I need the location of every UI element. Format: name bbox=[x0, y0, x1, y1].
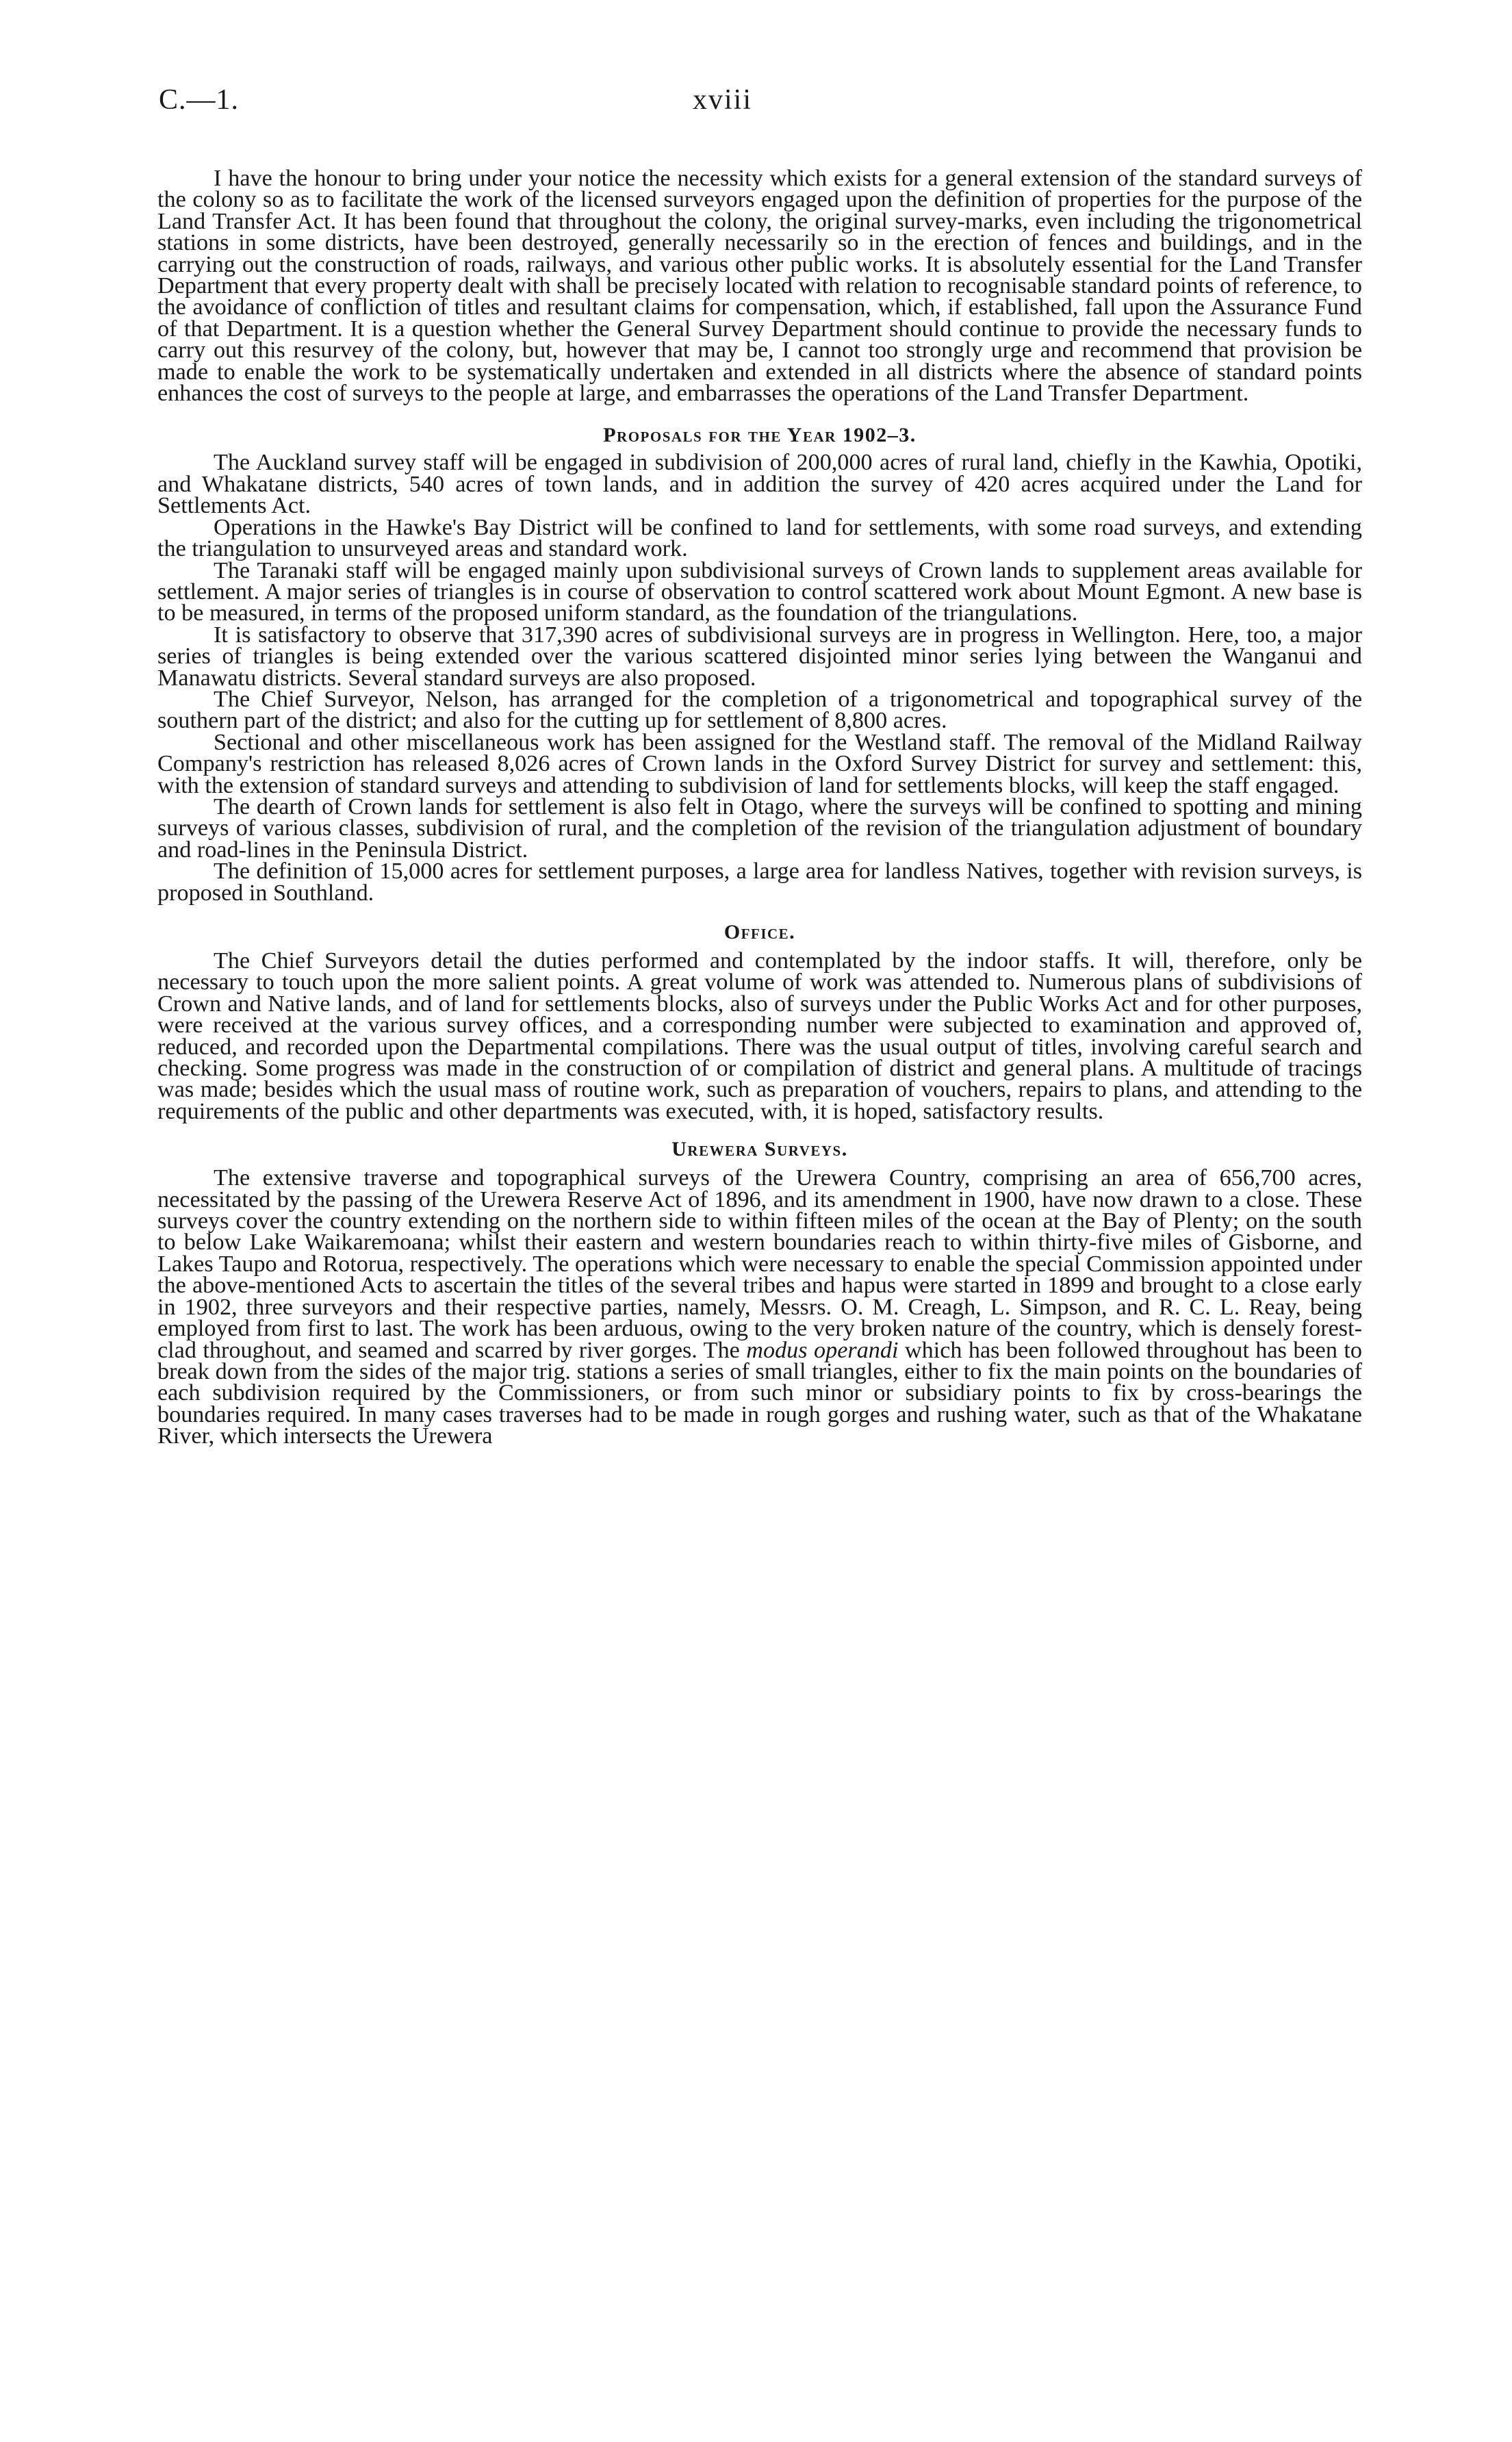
section-heading-proposals: Proposals for the Year 1902–3. bbox=[603, 424, 917, 447]
page-number: xviii bbox=[693, 84, 753, 116]
paragraph-urewera: The extensive traverse and topographical surveys of the Urewera Country, comprising an area of 656,700 acres, necessitated by the passing of the Urewera Reserve Act of 1896, and its amendment in 1900, have now drawn to a close. These surveys cover the country extending on the northern side to within fifteen miles of the ocean at the Bay of Plenty; on the south to below Lake Waikaremoana; whilst their eastern and western boundaries reach to within thirty-five miles of Gisborne, and Lakes Taupo and Rotorua, respectively. The operations which were necessary to enable the special Commission appointed under the above-mentioned Acts to ascertain the titles of the several tribes and hapus were started in 1899 and brought to a close early in 1902, three surveyors and their respective parties, namely, Messrs. O. M. Creagh, L. Simpson, and R. C. L. Reay, being employed from first to last. The work has been arduous, owing to the very broken nature of the country, which is densely forest-clad throughout, and seamed and scarred by river gorges. The modus operandi which has been followed throughout has been to break down from the sides of the major trig. stations a series of small triangles, either to fix the main points on the boundaries of each subdivision required by the Commissioners, or from such minor or subsidiary points to fix by cross-bearings the boundaries required. In many cases traverses had to be made in rough gorges and rushing water, such as that of the Whakatane River, which intersects the Urewera bbox=[157, 1165, 1362, 1449]
paragraph-taranaki: The Taranaki staff will be engaged mainly upon subdivisional surveys of Crown lands to supplement areas available for settlement. A major series of triangles is in course of observation to control scattered work about Mount Egmont. A new base is to be measured, in terms of the proposed uniform standard, as the foundation of the triangulations. bbox=[157, 557, 1362, 626]
paragraph-southland: The definition of 15,000 acres for settlement purposes, a large area for landless Natives, together with revision surveys, is proposed in Southland. bbox=[157, 858, 1362, 906]
paragraph-otago: The dearth of Crown lands for settlement is also felt in Otago, where the surveys will be confined to spotting and mining surveys of various classes, subdivision of rural, and the completion of the revision of the triangulation adjustment of boundary and road-lines in the Peninsula District. bbox=[157, 793, 1362, 863]
page-header bbox=[159, 84, 1362, 131]
paragraph-office: The Chief Surveyors detail the duties performed and contemplated by the indoor staffs. It will, therefore, only be necessary to touch upon the more salient points. A great volume of work was attended to. Numerous plans of subdivisions of Crown and Native lands, and of land for settlements blocks, also of surveys under the Public Works Act and for other purposes, were received at the various survey offices, and a corresponding number were subjected to examination and approved of, reduced, and recorded upon the Departmental compilations. There was the usual output of titles, involving careful search and checking. Some progress was made in the construction of or compilation of district and general plans. A multitude of tracings was made; besides which the usual mass of routine work, such as preparation of vouchers, repairs to plans, and attending to the requirements of the public and other departments was executed, with, it is hoped, satisfactory results. bbox=[157, 948, 1362, 1124]
section-heading-urewera: Urewera Surveys. bbox=[671, 1138, 848, 1161]
paragraph-standard-surveys: I have the honour to bring under your notice the necessity which exists for a general extension of the standard surveys of the colony so as to facilitate the work of the licensed surveyors engaged upon the definition of properties for the purpose of the Land Transfer Act. It has been found that throughout the colony, the original survey-marks, even including the trigonometrical stations in some districts, have been destroyed, generally necessarily so in the erection of fences and buildings, and in the carrying out the construction of roads, railways, and various other public works. It is absolutely essential for the Land Transfer Department that every property dealt with shall be precisely located with relation to recognisable standard points of reference, to the avoidance of confliction of titles and resultant claims for compensation, which, if established, fall upon the Assurance Fund of that Department. It is a question whether the General Survey Department should continue to provide the necessary funds to carry out this resurvey of the colony, but, however that may be, I cannot too strongly urge and recommend that provision be made to enable the work to be systematically undertaken and extended in all districts where the absence of standard points enhances the cost of surveys to the people at large, and embarrasses the operations of the Land Transfer Department. bbox=[157, 166, 1362, 407]
document-reference: C.—1. bbox=[159, 84, 240, 116]
paragraph-westland: Sectional and other miscellaneous work has been assigned for the Westland staff. The removal of the Midland Railway Company's restriction has released 8,026 acres of Crown lands in the Oxford Survey District for survey and settlement: this, with the extension of standard surveys and attending to subdivision of land for settlements blocks, will keep the staff engaged. bbox=[157, 729, 1362, 798]
paragraph-auckland: The Auckland survey staff will be engaged in subdivision of 200,000 acres of rural land, chiefly in the Kawhia, Opotiki, and Whakatane districts, 540 acres of town lands, and in addition the survey of 420 acres acquired under the Land for Settlements Act. bbox=[157, 450, 1362, 519]
paragraph-hawkes-bay: Operations in the Hawke's Bay District will be confined to land for settlements, with some road surveys, and extending the triangulation to unsurveyed areas and standard work. bbox=[157, 514, 1362, 562]
paragraph-nelson: The Chief Surveyor, Nelson, has arranged for the completion of a trigonometrical and topographical survey of the southern part of the district; and also for the cutting up for settlement of 8,800 acres. bbox=[157, 686, 1362, 734]
italic-phrase: modus operandi bbox=[746, 1337, 899, 1363]
paragraph-wellington: It is satisfactory to observe that 317,390 acres of subdivisional surveys are in progress in Wellington. Here, too, a major series of triangles is being extended over the various scattered disjointed minor series lying between the Wanganui and Manawatu districts. Several standard surveys are also proposed. bbox=[157, 622, 1362, 691]
section-heading-office: Office. bbox=[723, 921, 796, 943]
document-body bbox=[157, 168, 1362, 1447]
